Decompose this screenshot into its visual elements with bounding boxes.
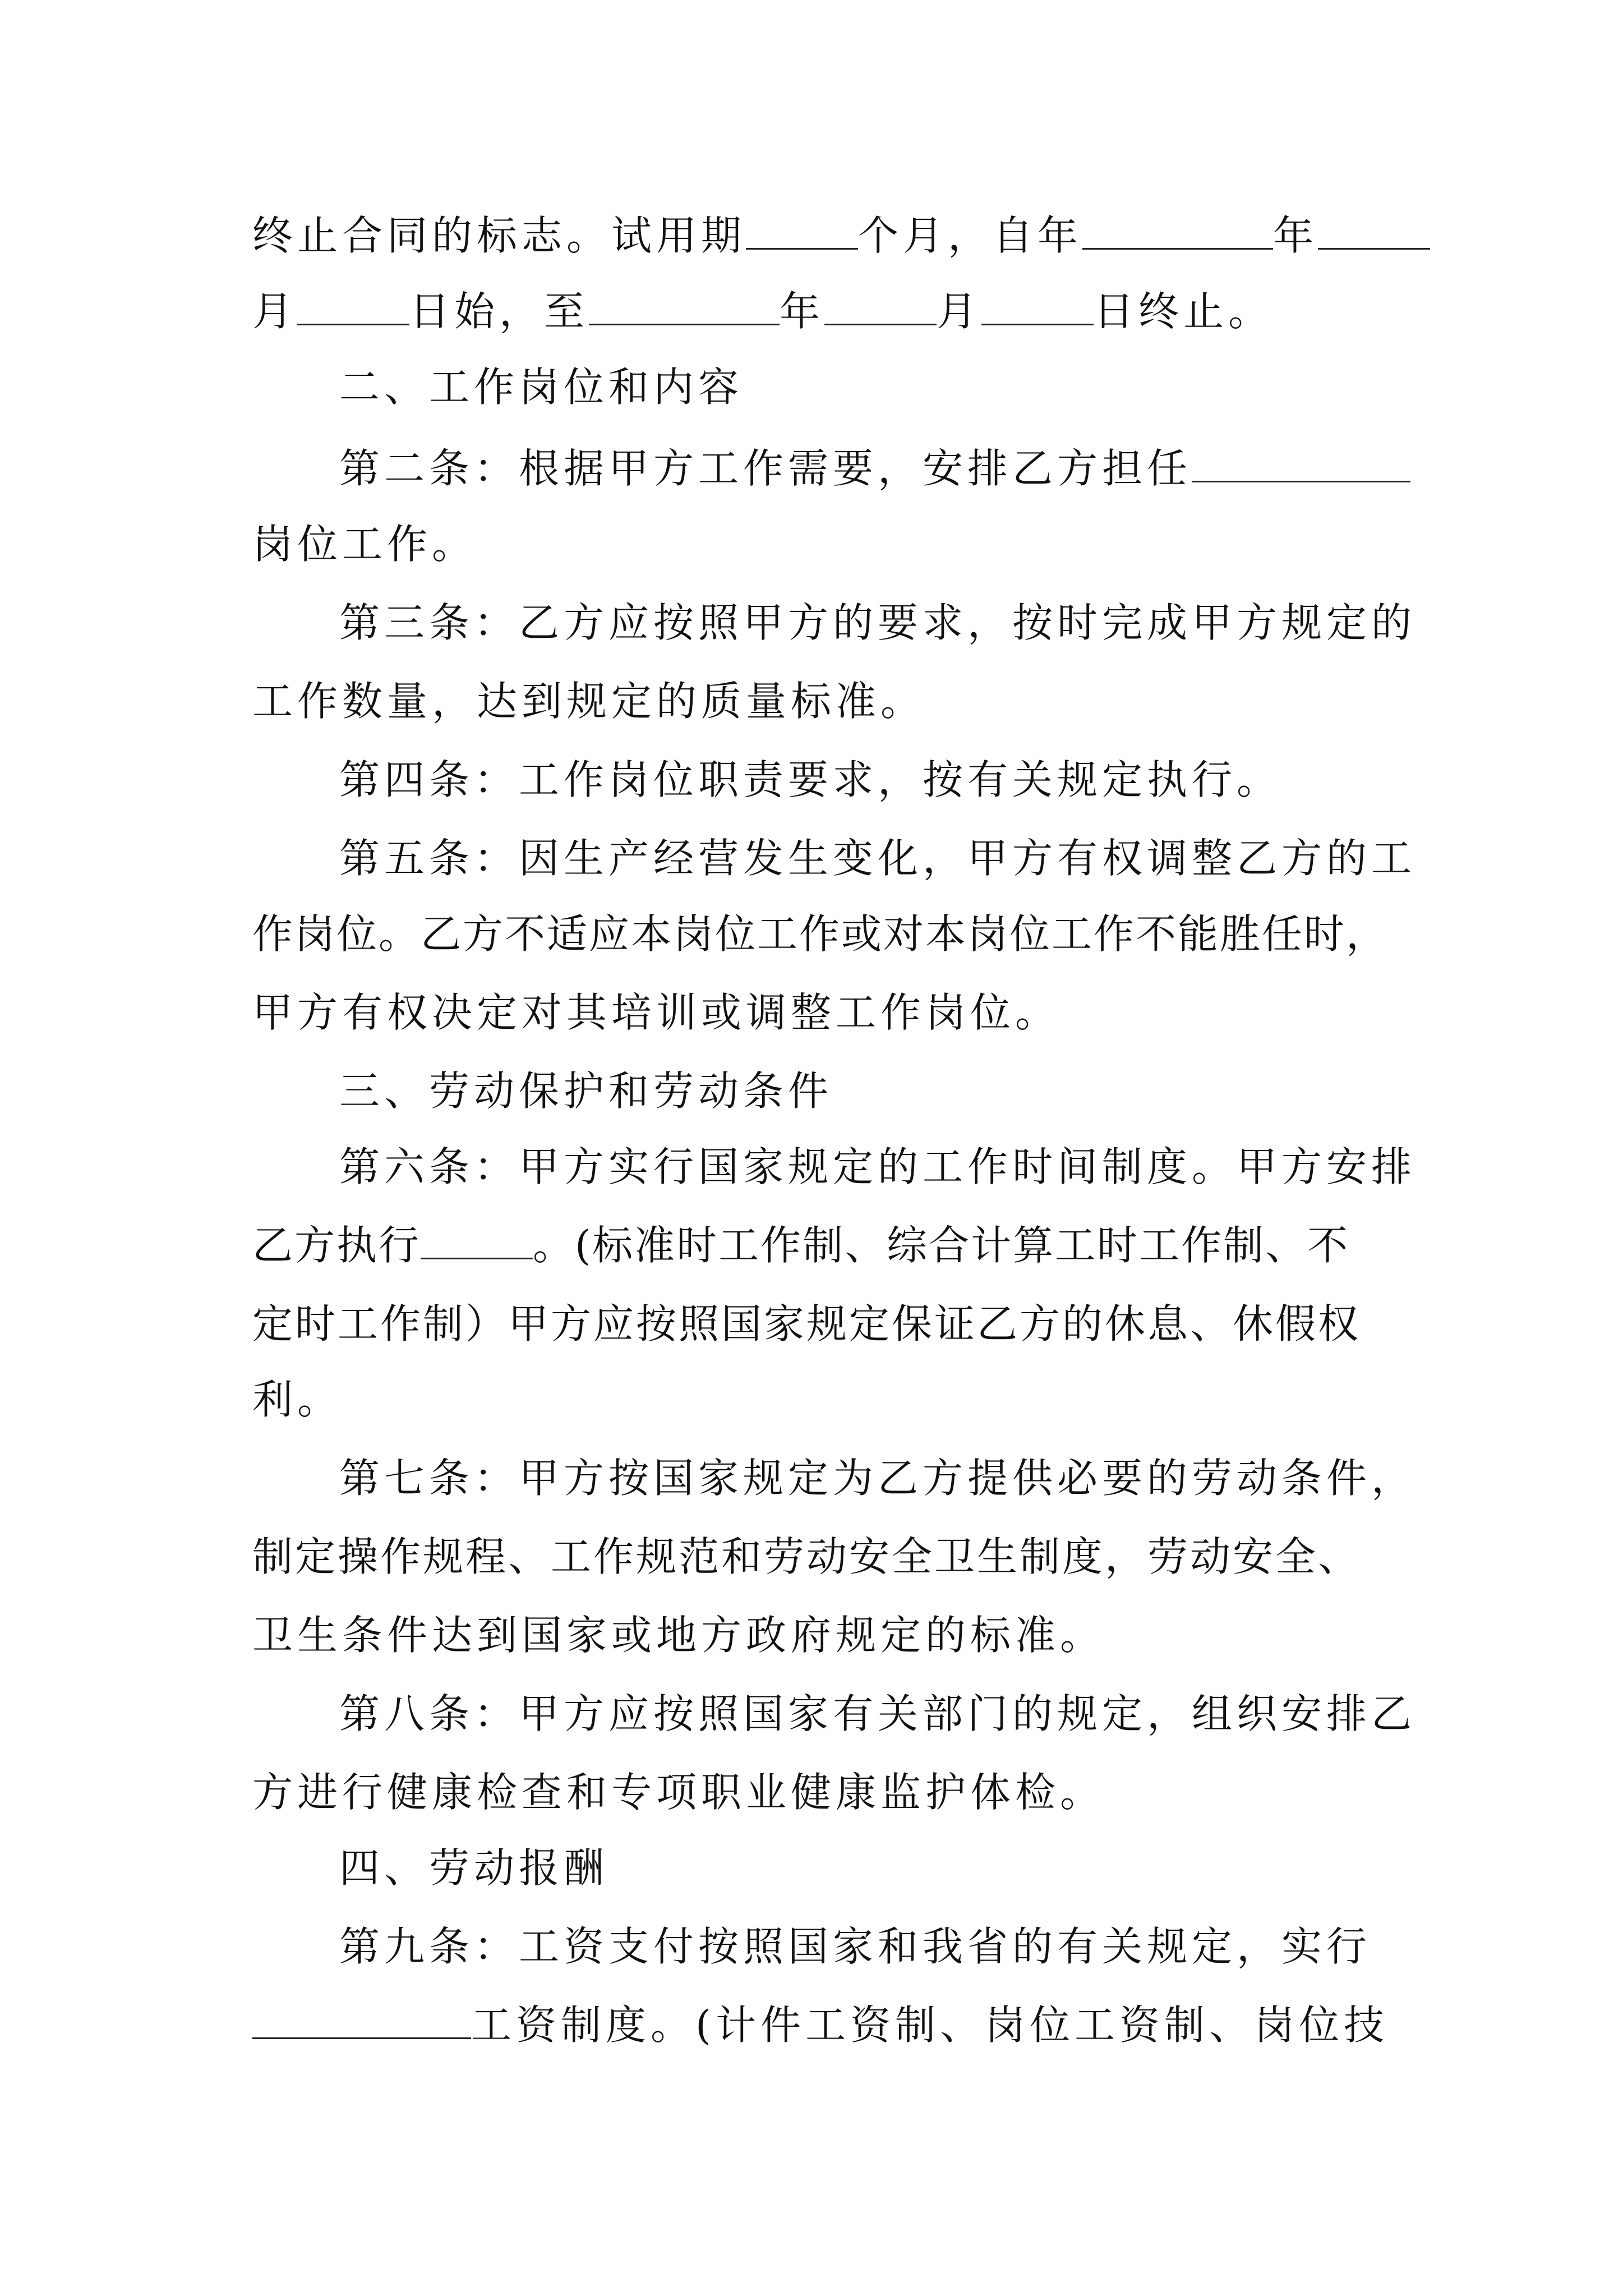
fill-in-blank[interactable]	[981, 288, 1094, 325]
fill-in-blank[interactable]	[824, 288, 937, 325]
contract-text-line: 卫生条件达到国家或地方政府规定的标准。	[252, 1612, 1105, 1659]
contract-text-line: 终止合同的标志。试用期 个月，自年 年	[252, 208, 1430, 264]
contract-text-line: 甲方有权决定对其培训或调整工作岗位。	[252, 989, 1061, 1036]
fill-in-blank[interactable]	[421, 1222, 533, 1259]
contract-text-line: 岗位工作。	[252, 521, 477, 568]
contract-text-line: 第三条：乙方应按照甲方的要求，按时完成甲方规定的	[339, 599, 1417, 646]
contract-text-line: 月 日始，至 年 月 日终止。	[252, 288, 1274, 335]
fill-in-blank[interactable]	[1082, 212, 1273, 250]
contract-text-line: 第七条：甲方按国家规定为乙方提供必要的劳动条件，	[339, 1455, 1417, 1502]
fill-in-blank[interactable]	[746, 212, 858, 250]
contract-text-line: 第六条：甲方实行国家规定的工作时间制度。甲方安排	[339, 1143, 1417, 1190]
contract-text-line: 定时工作制）甲方应按照国家规定保证乙方的休息、休假权	[252, 1300, 1361, 1347]
contract-text-line: 工作数量，达到规定的质量标准。	[252, 678, 926, 725]
fill-in-blank[interactable]	[589, 288, 780, 325]
section-heading: 四、劳动报酬	[339, 1844, 609, 1892]
contract-text-line: 第五条：因生产经营发生变化，甲方有权调整乙方的工	[339, 835, 1417, 882]
contract-text-line: 第八条：甲方应按照国家有关部门的规定，组织安排乙	[339, 1690, 1417, 1737]
fill-in-blank[interactable]	[252, 2001, 471, 2039]
contract-text-line: 制定操作规程、工作规范和劳动安全卫生制度，劳动安全、	[252, 1533, 1361, 1580]
fill-in-blank[interactable]	[1192, 445, 1410, 482]
contract-text-line: 第二条：根据甲方工作需要，安排乙方担任	[339, 440, 1410, 496]
fill-in-blank[interactable]	[297, 288, 409, 325]
contract-text-line: 利。	[252, 1376, 343, 1423]
contract-text-line: 作岗位。乙方不适应本岗位工作或对本岗位工作不能胜任时，	[252, 910, 1389, 958]
contract-text-line: 工资制度。(计件工资制、岗位工资制、岗位技	[252, 1997, 1389, 2053]
section-heading: 三、劳动保护和劳动条件	[339, 1068, 833, 1115]
section-heading: 二、工作岗位和内容	[339, 364, 744, 411]
contract-text-line: 第九条：工资支付按照国家和我省的有关规定，实行	[339, 1923, 1372, 1970]
contract-text-line: 乙方执行 。(标准时工作制、综合计算工时工作制、不	[252, 1222, 1350, 1269]
contract-text-line: 第四条：工作岗位职责要求，按有关规定执行。	[339, 756, 1282, 803]
contract-text-line: 方进行健康检查和专项职业健康监护体检。	[252, 1769, 1105, 1816]
fill-in-blank[interactable]	[1318, 212, 1430, 250]
